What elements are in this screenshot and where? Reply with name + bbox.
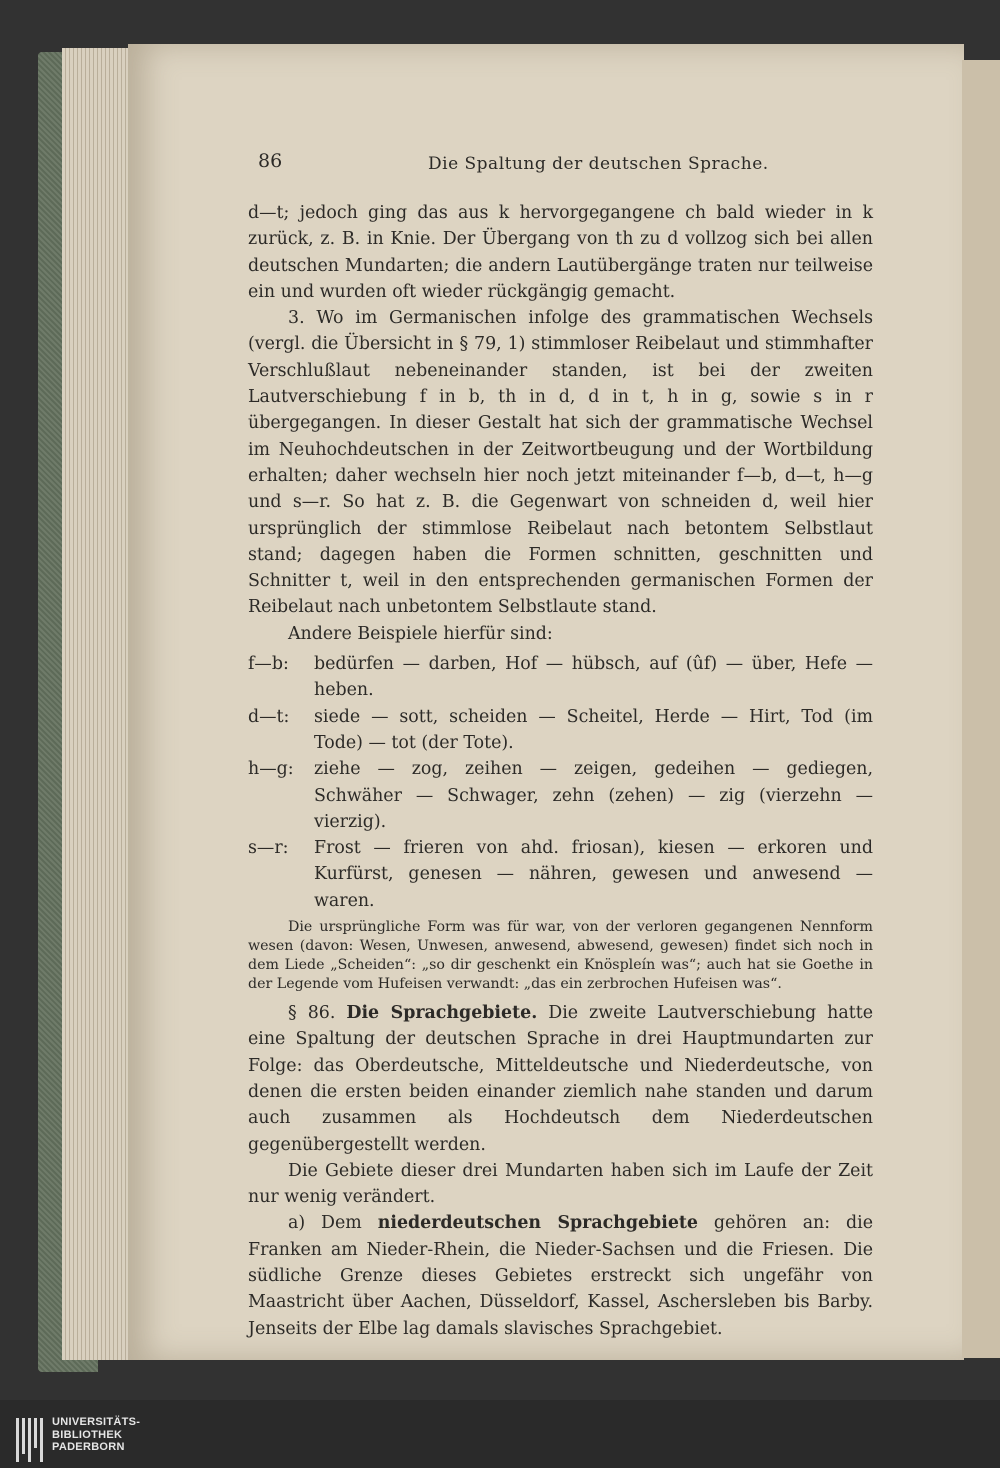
example-row <box>248 756 873 835</box>
running-head <box>248 150 873 190</box>
example-row <box>248 651 873 704</box>
section-text: Die zweite Lautverschiebung hatte eine Spaltung der deutschen Sprache in drei Hauptmundarten zur Folge: das Oberdeutsche, Mitteldeutsche und Niederdeutsche, von denen die ersten beiden einander ziemlich nahe standen und darum auch zusammen als Hochdeutsch dem Niederdeutschen gegenübergestellt werden. <box>248 1003 874 1155</box>
section-paragraph <box>248 1000 873 1158</box>
example-text: siede — sott, scheiden — Scheitel, Herde — Hirt, Tod (im Tode) — tot (der Tote). <box>314 706 873 753</box>
example-key: f—b: <box>248 654 289 675</box>
section-title: Die Sprachgebiete. <box>346 1003 538 1024</box>
paragraph-6-text: gehören an: die Franken am Nieder-Rhein, die Nieder-Sachsen und die Friesen. Die südliche Grenze dieses Gebietes erstreckt sich ungefähr von Maastricht über Aachen, Düsseldorf, Kassel, Aschersleben bis Barby. Jenseits der Elbe lag damals slavisches Sprachgebiet. <box>248 1213 873 1339</box>
paragraph-6-prefix: a) Dem <box>288 1213 362 1234</box>
paragraph-6 <box>248 1210 873 1341</box>
page-edges <box>62 48 134 1360</box>
example-key: d—t: <box>248 706 290 727</box>
example-key: s—r: <box>248 838 289 859</box>
library-footer <box>0 1400 1000 1468</box>
examples-list <box>248 651 873 914</box>
example-key: h—g: <box>248 759 294 780</box>
paragraph-2: 3. Wo im Germanischen infolge des grammatischen Wechsels (vergl. die Übersicht in § 79, 1) stimmloser Reibelaut und stimmhafter Verschlußlaut nebeneinander standen, ist bei der zweiten Lautverschiebung f in b, th in d, d in t, h in g, sowie s in r übergegangen. In dieser Gestalt hat sich der grammatische Wechsel im Neuhochdeutschen in der Zeitwortbeugung und der Wortbildung erhalten; daher wechseln hier noch jetzt miteinander f—b, d—t, h—g und s—r. So hat z. B. die Gegenwart von schneiden d, weil hier ursprünglich der stimmlose Reibelaut nach betontem Selbstlaut stand; dagegen haben die Formen schnitten, geschnitten und Schnitter t, weil in den entsprechenden germanischen Formen der Reibelaut nach unbetontem Selbstlaute stand. <box>248 308 873 618</box>
example-text: bedürfen — darben, Hof — hübsch, auf (ûf) — über, Hefe — heben. <box>314 654 873 701</box>
paragraph-5: Die Gebiete dieser drei Mundarten haben sich im Laufe der Zeit nur wenig verändert. <box>248 1160 873 1208</box>
section-number: § 86. <box>288 1003 336 1024</box>
page-content <box>248 150 873 1342</box>
next-page-edge <box>962 60 1000 1358</box>
logo-line: PADERBORN <box>52 1441 125 1453</box>
example-row <box>248 835 873 914</box>
logo-line: BIBLIOTHEK <box>52 1428 123 1441</box>
paragraph-1: d—t; jedoch ging das aus k hervorgegangene ch bald wieder in k zurück, z. B. in Knie. Der Übergang von th zu d vollzog sich bei allen deutschen Mundarten; die andern Lautübergänge traten nur teilweise ein und wurden oft wieder rückgängig gemacht. <box>248 203 873 302</box>
example-row <box>248 704 873 757</box>
library-logo-icon <box>16 1418 44 1462</box>
page-number: 86 <box>258 150 283 172</box>
paragraph-3: Andere Beispiele hierfür sind: <box>288 623 553 644</box>
example-text: Frost — frieren von ahd. friosan), kiesen — erkoren und Kurfürst, genesen — nähren, gewesen und anwesend — waren. <box>314 838 873 911</box>
running-title: Die Spaltung der deutschen Sprache. <box>428 154 769 174</box>
paragraph-6-emphasis: niederdeutschen Sprachgebiete <box>377 1213 698 1234</box>
example-text: ziehe — zog, zeihen — zeigen, gedeihen — gediegen, Schwäher — Schwager, zehn (zehen) — zig (vierzehn — vierzig). <box>314 759 873 832</box>
logo-line: UNIVERSITÄTS- <box>52 1416 141 1428</box>
library-logo-text <box>52 1416 140 1454</box>
footnote: Die ursprüngliche Form was für war, von der verloren gegangenen Nennform wesen (davon: Wesen, Unwesen, anwesend, abwesend, gewesen) findet sich noch in dem Liede „Scheiden“: „so dir geschenkt ein Knöspleín was“; auch hat sie Goethe in der Legende vom Hufeisen verwandt: „das ein zerbrochen Hufeisen was“. <box>248 919 873 993</box>
